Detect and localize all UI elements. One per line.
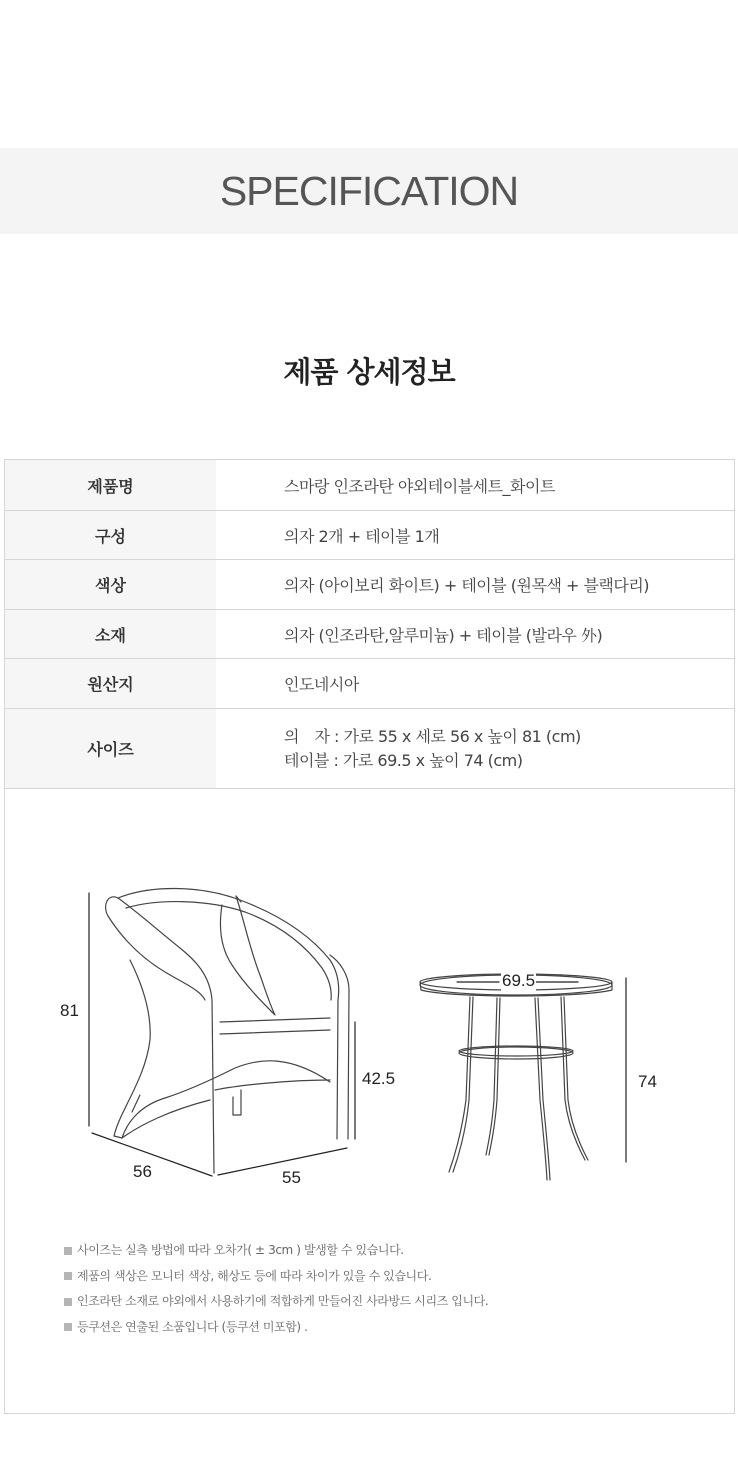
table-row [5,460,735,511]
table-height-label: 74 [638,1072,657,1091]
table-row [5,709,735,789]
chair-seat-height-label: 42.5 [362,1069,396,1088]
chair-width-label: 55 [282,1168,301,1187]
note-text: 등쿠션은 연출된 소품입니다 (등쿠션 미포함) . [77,1319,308,1334]
list-item [64,1315,704,1341]
size-line-chair: 의 자 : 가로 55 x 세로 56 x 높이 81 (cm) [284,726,581,746]
note-text: 인조라탄 소재로 야외에서 사용하기에 적합하게 만들어진 사라방드 시리즈 입니다. [77,1294,489,1308]
square-bullet-icon [64,1298,72,1306]
row-label-composition: 구성 [5,511,217,560]
spec-table [4,459,735,789]
chair-height-label: 81 [60,1001,79,1020]
specification-banner [0,148,738,234]
row-label-color: 색상 [5,560,217,610]
list-item [64,1289,704,1315]
table-diameter-label: 69.5 [502,971,536,990]
row-label-origin: 원산지 [5,659,217,709]
notes-list [64,1238,704,1340]
table-row [5,560,735,610]
row-label-size: 사이즈 [5,709,217,789]
row-value-origin: 인도네시아 [216,659,735,709]
row-value-composition: 의자 2개 + 테이블 1개 [216,511,735,560]
note-text: 제품의 색상은 모니터 색상, 해상도 등에 따라 차이가 있을 수 있습니다. [77,1268,432,1283]
specification-heading: SPECIFICATION [219,167,519,214]
table-row [5,511,735,560]
list-item [64,1238,704,1264]
square-bullet-icon [64,1272,72,1280]
size-line-table: 테이블 : 가로 69.5 x 높이 74 (cm) [284,750,523,770]
note-text: 사이즈는 실측 방법에 따라 오차가( ± 3cm ) 발생할 수 있습니다. [77,1243,404,1257]
chair-depth-label: 56 [133,1162,152,1181]
row-value-color: 의자 (아이보리 화이트) + 테이블 (원목색 + 블랙다리) [216,560,735,610]
row-value-material: 의자 (인조라탄,알루미늄) + 테이블 (발라우 外) [216,610,735,659]
row-value-size [216,709,735,789]
table-row [5,659,735,709]
page-title: 제품 상세정보 [283,355,455,389]
row-value-product-name: 스마랑 인조라탄 야외테이블세트_화이트 [216,460,735,511]
list-item [64,1264,704,1290]
table-row [5,610,735,659]
square-bullet-icon [64,1247,72,1255]
row-label-product-name: 제품명 [5,460,217,511]
square-bullet-icon [64,1323,72,1331]
row-label-material: 소재 [5,610,217,659]
